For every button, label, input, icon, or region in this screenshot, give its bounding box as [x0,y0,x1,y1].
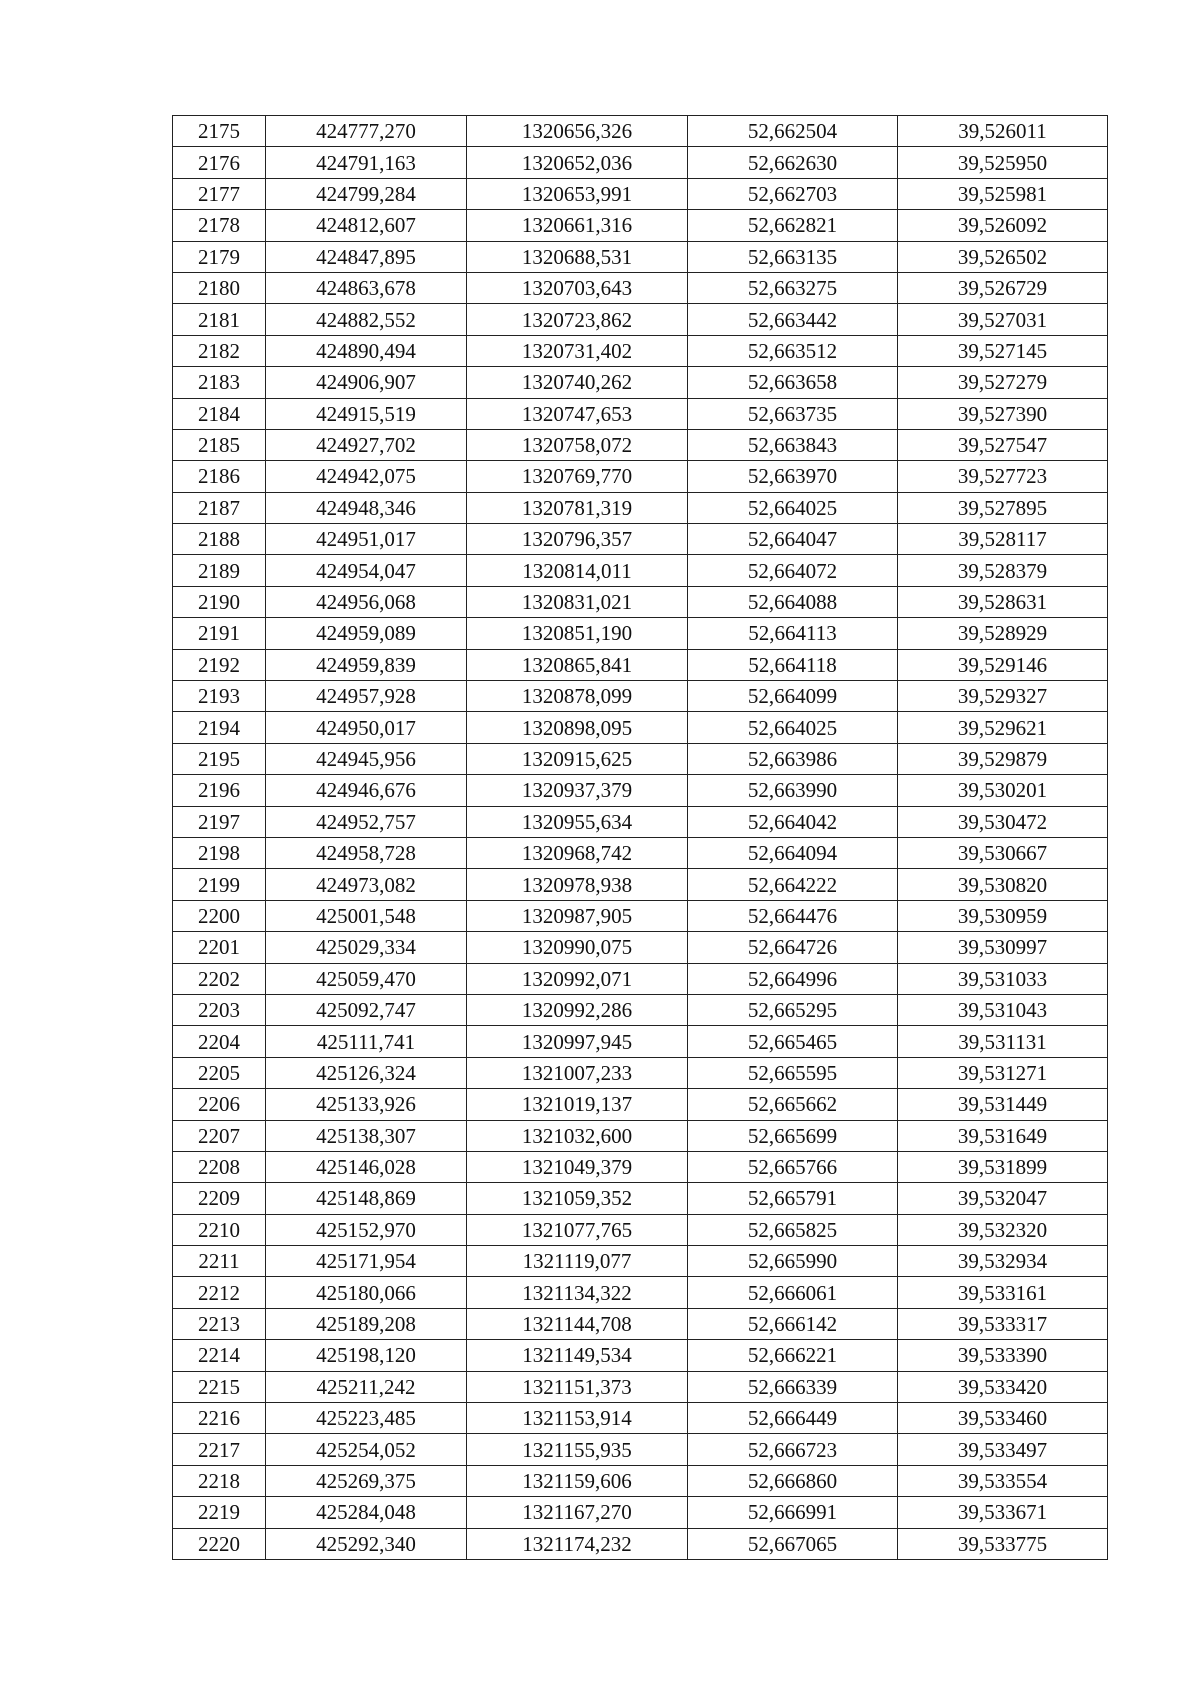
longitude-cell: 39,531649 [898,1120,1108,1151]
latitude-cell: 52,663442 [688,304,898,335]
table-row [173,1340,1108,1371]
latitude-cell: 52,664113 [688,618,898,649]
table-row [173,1089,1108,1120]
table-row [173,241,1108,272]
point-number-cell: 2196 [173,775,266,806]
longitude-cell: 39,528379 [898,555,1108,586]
longitude-cell: 39,529879 [898,743,1108,774]
latitude-cell: 52,665699 [688,1120,898,1151]
table-row [173,335,1108,366]
latitude-cell: 52,665465 [688,1026,898,1057]
longitude-cell: 39,527145 [898,335,1108,366]
point-number-cell: 2199 [173,869,266,900]
table-row [173,555,1108,586]
latitude-cell: 52,662504 [688,116,898,147]
coord-y-cell: 1320723,862 [467,304,688,335]
longitude-cell: 39,531899 [898,1151,1108,1182]
coord-y-cell: 1321077,765 [467,1214,688,1245]
longitude-cell: 39,531033 [898,963,1108,994]
latitude-cell: 52,664726 [688,932,898,963]
coord-x-cell: 424956,068 [266,586,467,617]
point-number-cell: 2211 [173,1246,266,1277]
table-row [173,1057,1108,1088]
latitude-cell: 52,663990 [688,775,898,806]
longitude-cell: 39,526729 [898,272,1108,303]
table-row [173,649,1108,680]
coord-y-cell: 1320731,402 [467,335,688,366]
longitude-cell: 39,527390 [898,398,1108,429]
coord-y-cell: 1321032,600 [467,1120,688,1151]
table-row [173,1120,1108,1151]
longitude-cell: 39,533554 [898,1465,1108,1496]
coord-x-cell: 424959,089 [266,618,467,649]
coord-x-cell: 425001,548 [266,900,467,931]
latitude-cell: 52,666449 [688,1403,898,1434]
table-row [173,1246,1108,1277]
coord-x-cell: 424882,552 [266,304,467,335]
coord-y-cell: 1321119,077 [467,1246,688,1277]
coord-x-cell: 424812,607 [266,210,467,241]
coord-x-cell: 424952,757 [266,806,467,837]
coord-x-cell: 424957,928 [266,681,467,712]
table-row [173,775,1108,806]
latitude-cell: 52,667065 [688,1528,898,1559]
latitude-cell: 52,662630 [688,147,898,178]
coord-x-cell: 425148,869 [266,1183,467,1214]
coord-x-cell: 424958,728 [266,837,467,868]
coord-y-cell: 1320865,841 [467,649,688,680]
point-number-cell: 2198 [173,837,266,868]
table-row [173,398,1108,429]
latitude-cell: 52,666339 [688,1371,898,1402]
table-row [173,586,1108,617]
coord-y-cell: 1321153,914 [467,1403,688,1434]
coord-y-cell: 1320740,262 [467,367,688,398]
longitude-cell: 39,531449 [898,1089,1108,1120]
longitude-cell: 39,529146 [898,649,1108,680]
point-number-cell: 2181 [173,304,266,335]
point-number-cell: 2178 [173,210,266,241]
coord-x-cell: 424777,270 [266,116,467,147]
coord-y-cell: 1321151,373 [467,1371,688,1402]
coord-x-cell: 425180,066 [266,1277,467,1308]
table-row [173,1308,1108,1339]
longitude-cell: 39,530997 [898,932,1108,963]
coord-x-cell: 424954,047 [266,555,467,586]
coord-x-cell: 425146,028 [266,1151,467,1182]
latitude-cell: 52,663970 [688,461,898,492]
latitude-cell: 52,666221 [688,1340,898,1371]
point-number-cell: 2218 [173,1465,266,1496]
latitude-cell: 52,664072 [688,555,898,586]
coord-y-cell: 1321134,322 [467,1277,688,1308]
table-row [173,178,1108,209]
latitude-cell: 52,666991 [688,1497,898,1528]
latitude-cell: 52,664118 [688,649,898,680]
longitude-cell: 39,532320 [898,1214,1108,1245]
longitude-cell: 39,533390 [898,1340,1108,1371]
latitude-cell: 52,664047 [688,524,898,555]
coord-y-cell: 1320653,991 [467,178,688,209]
coord-x-cell: 425111,741 [266,1026,467,1057]
longitude-cell: 39,529327 [898,681,1108,712]
point-number-cell: 2186 [173,461,266,492]
point-number-cell: 2184 [173,398,266,429]
table-row [173,900,1108,931]
latitude-cell: 52,662703 [688,178,898,209]
point-number-cell: 2180 [173,272,266,303]
point-number-cell: 2192 [173,649,266,680]
coord-x-cell: 425059,470 [266,963,467,994]
table-row [173,429,1108,460]
coord-x-cell: 424950,017 [266,712,467,743]
point-number-cell: 2188 [173,524,266,555]
coord-y-cell: 1320878,099 [467,681,688,712]
longitude-cell: 39,528929 [898,618,1108,649]
coord-y-cell: 1320968,742 [467,837,688,868]
table-row [173,1497,1108,1528]
point-number-cell: 2204 [173,1026,266,1057]
coord-x-cell: 425284,048 [266,1497,467,1528]
longitude-cell: 39,530201 [898,775,1108,806]
point-number-cell: 2189 [173,555,266,586]
latitude-cell: 52,665766 [688,1151,898,1182]
longitude-cell: 39,531043 [898,994,1108,1025]
coord-y-cell: 1320703,643 [467,272,688,303]
coord-x-cell: 424942,075 [266,461,467,492]
coord-y-cell: 1320781,319 [467,492,688,523]
coord-x-cell: 424915,519 [266,398,467,429]
coord-y-cell: 1321174,232 [467,1528,688,1559]
longitude-cell: 39,533671 [898,1497,1108,1528]
longitude-cell: 39,533775 [898,1528,1108,1559]
coord-x-cell: 424959,839 [266,649,467,680]
coord-y-cell: 1321059,352 [467,1183,688,1214]
latitude-cell: 52,664042 [688,806,898,837]
coord-x-cell: 424906,907 [266,367,467,398]
longitude-cell: 39,527547 [898,429,1108,460]
longitude-cell: 39,528117 [898,524,1108,555]
coord-y-cell: 1321155,935 [467,1434,688,1465]
latitude-cell: 52,664099 [688,681,898,712]
table-row [173,524,1108,555]
longitude-cell: 39,533460 [898,1403,1108,1434]
table-row [173,932,1108,963]
point-number-cell: 2205 [173,1057,266,1088]
latitude-cell: 52,664476 [688,900,898,931]
longitude-cell: 39,527723 [898,461,1108,492]
point-number-cell: 2193 [173,681,266,712]
coord-x-cell: 424799,284 [266,178,467,209]
coord-x-cell: 424863,678 [266,272,467,303]
coord-y-cell: 1320831,021 [467,586,688,617]
coord-y-cell: 1320769,770 [467,461,688,492]
coord-y-cell: 1320814,011 [467,555,688,586]
point-number-cell: 2197 [173,806,266,837]
longitude-cell: 39,533420 [898,1371,1108,1402]
table-row [173,743,1108,774]
coord-y-cell: 1321049,379 [467,1151,688,1182]
table-row [173,618,1108,649]
latitude-cell: 52,665662 [688,1089,898,1120]
point-number-cell: 2207 [173,1120,266,1151]
table-row [173,837,1108,868]
table-row [173,210,1108,241]
table-row [173,272,1108,303]
point-number-cell: 2177 [173,178,266,209]
latitude-cell: 52,665295 [688,994,898,1025]
point-number-cell: 2210 [173,1214,266,1245]
latitude-cell: 52,663275 [688,272,898,303]
latitude-cell: 52,666061 [688,1277,898,1308]
longitude-cell: 39,528631 [898,586,1108,617]
coord-x-cell: 425269,375 [266,1465,467,1496]
coord-x-cell: 424791,163 [266,147,467,178]
point-number-cell: 2220 [173,1528,266,1559]
latitude-cell: 52,664088 [688,586,898,617]
latitude-cell: 52,663512 [688,335,898,366]
point-number-cell: 2183 [173,367,266,398]
latitude-cell: 52,664094 [688,837,898,868]
longitude-cell: 39,532934 [898,1246,1108,1277]
point-number-cell: 2185 [173,429,266,460]
coord-y-cell: 1320992,071 [467,963,688,994]
table-row [173,1151,1108,1182]
point-number-cell: 2212 [173,1277,266,1308]
coord-x-cell: 424946,676 [266,775,467,806]
latitude-cell: 52,663658 [688,367,898,398]
point-number-cell: 2201 [173,932,266,963]
longitude-cell: 39,532047 [898,1183,1108,1214]
latitude-cell: 52,663986 [688,743,898,774]
latitude-cell: 52,665791 [688,1183,898,1214]
point-number-cell: 2191 [173,618,266,649]
point-number-cell: 2219 [173,1497,266,1528]
table-row [173,1371,1108,1402]
longitude-cell: 39,533497 [898,1434,1108,1465]
coord-y-cell: 1320758,072 [467,429,688,460]
longitude-cell: 39,526011 [898,116,1108,147]
coord-x-cell: 425171,954 [266,1246,467,1277]
coord-x-cell: 425254,052 [266,1434,467,1465]
table-row [173,869,1108,900]
coord-y-cell: 1320656,326 [467,116,688,147]
coord-y-cell: 1320796,357 [467,524,688,555]
coordinates-table-body [173,116,1108,1560]
coord-x-cell: 424847,895 [266,241,467,272]
point-number-cell: 2203 [173,994,266,1025]
coord-y-cell: 1320978,938 [467,869,688,900]
coord-y-cell: 1320990,075 [467,932,688,963]
longitude-cell: 39,531131 [898,1026,1108,1057]
longitude-cell: 39,531271 [898,1057,1108,1088]
coord-x-cell: 424927,702 [266,429,467,460]
coord-x-cell: 425029,334 [266,932,467,963]
coord-x-cell: 425223,485 [266,1403,467,1434]
point-number-cell: 2176 [173,147,266,178]
latitude-cell: 52,665595 [688,1057,898,1088]
latitude-cell: 52,664025 [688,712,898,743]
coord-x-cell: 425126,324 [266,1057,467,1088]
longitude-cell: 39,526092 [898,210,1108,241]
coord-y-cell: 1320688,531 [467,241,688,272]
table-row [173,1026,1108,1057]
coord-x-cell: 424948,346 [266,492,467,523]
latitude-cell: 52,662821 [688,210,898,241]
table-row [173,1183,1108,1214]
longitude-cell: 39,529621 [898,712,1108,743]
coord-y-cell: 1320915,625 [467,743,688,774]
point-number-cell: 2200 [173,900,266,931]
coord-x-cell: 424890,494 [266,335,467,366]
point-number-cell: 2175 [173,116,266,147]
latitude-cell: 52,663843 [688,429,898,460]
longitude-cell: 39,530959 [898,900,1108,931]
longitude-cell: 39,530472 [898,806,1108,837]
table-row [173,1277,1108,1308]
latitude-cell: 52,664222 [688,869,898,900]
latitude-cell: 52,665825 [688,1214,898,1245]
coord-y-cell: 1320955,634 [467,806,688,837]
table-row [173,963,1108,994]
table-row [173,492,1108,523]
coord-y-cell: 1320992,286 [467,994,688,1025]
table-row [173,147,1108,178]
longitude-cell: 39,525981 [898,178,1108,209]
coord-y-cell: 1321167,270 [467,1497,688,1528]
coord-y-cell: 1320652,036 [467,147,688,178]
latitude-cell: 52,663135 [688,241,898,272]
coord-x-cell: 425138,307 [266,1120,467,1151]
longitude-cell: 39,527895 [898,492,1108,523]
point-number-cell: 2195 [173,743,266,774]
coord-y-cell: 1320851,190 [467,618,688,649]
longitude-cell: 39,530667 [898,837,1108,868]
point-number-cell: 2190 [173,586,266,617]
coord-y-cell: 1320937,379 [467,775,688,806]
point-number-cell: 2209 [173,1183,266,1214]
coord-y-cell: 1320661,316 [467,210,688,241]
table-row [173,1434,1108,1465]
table-row [173,1214,1108,1245]
table-row [173,806,1108,837]
table-row [173,681,1108,712]
point-number-cell: 2187 [173,492,266,523]
table-row [173,1403,1108,1434]
table-row [173,116,1108,147]
coord-y-cell: 1321159,606 [467,1465,688,1496]
latitude-cell: 52,666723 [688,1434,898,1465]
coord-x-cell: 425092,747 [266,994,467,1025]
table-row [173,304,1108,335]
coord-y-cell: 1320898,095 [467,712,688,743]
point-number-cell: 2194 [173,712,266,743]
longitude-cell: 39,525950 [898,147,1108,178]
coord-x-cell: 424973,082 [266,869,467,900]
point-number-cell: 2208 [173,1151,266,1182]
coord-x-cell: 424945,956 [266,743,467,774]
longitude-cell: 39,530820 [898,869,1108,900]
coordinates-table [172,115,1108,1560]
coord-y-cell: 1321007,233 [467,1057,688,1088]
latitude-cell: 52,664996 [688,963,898,994]
table-row [173,1528,1108,1559]
point-number-cell: 2202 [173,963,266,994]
point-number-cell: 2217 [173,1434,266,1465]
point-number-cell: 2213 [173,1308,266,1339]
longitude-cell: 39,527279 [898,367,1108,398]
table-row [173,461,1108,492]
table-row [173,712,1108,743]
latitude-cell: 52,666860 [688,1465,898,1496]
table-row [173,367,1108,398]
coord-x-cell: 425152,970 [266,1214,467,1245]
coord-x-cell: 425211,242 [266,1371,467,1402]
longitude-cell: 39,527031 [898,304,1108,335]
coord-y-cell: 1320747,653 [467,398,688,429]
coord-x-cell: 425292,340 [266,1528,467,1559]
coord-x-cell: 425198,120 [266,1340,467,1371]
point-number-cell: 2216 [173,1403,266,1434]
table-row [173,994,1108,1025]
coord-y-cell: 1321149,534 [467,1340,688,1371]
point-number-cell: 2215 [173,1371,266,1402]
longitude-cell: 39,533317 [898,1308,1108,1339]
coord-x-cell: 425133,926 [266,1089,467,1120]
coord-x-cell: 425189,208 [266,1308,467,1339]
table-row [173,1465,1108,1496]
coord-y-cell: 1320987,905 [467,900,688,931]
longitude-cell: 39,526502 [898,241,1108,272]
latitude-cell: 52,666142 [688,1308,898,1339]
latitude-cell: 52,663735 [688,398,898,429]
point-number-cell: 2182 [173,335,266,366]
coord-y-cell: 1321144,708 [467,1308,688,1339]
coord-y-cell: 1320997,945 [467,1026,688,1057]
latitude-cell: 52,665990 [688,1246,898,1277]
latitude-cell: 52,664025 [688,492,898,523]
point-number-cell: 2214 [173,1340,266,1371]
coord-y-cell: 1321019,137 [467,1089,688,1120]
point-number-cell: 2206 [173,1089,266,1120]
longitude-cell: 39,533161 [898,1277,1108,1308]
coord-x-cell: 424951,017 [266,524,467,555]
point-number-cell: 2179 [173,241,266,272]
